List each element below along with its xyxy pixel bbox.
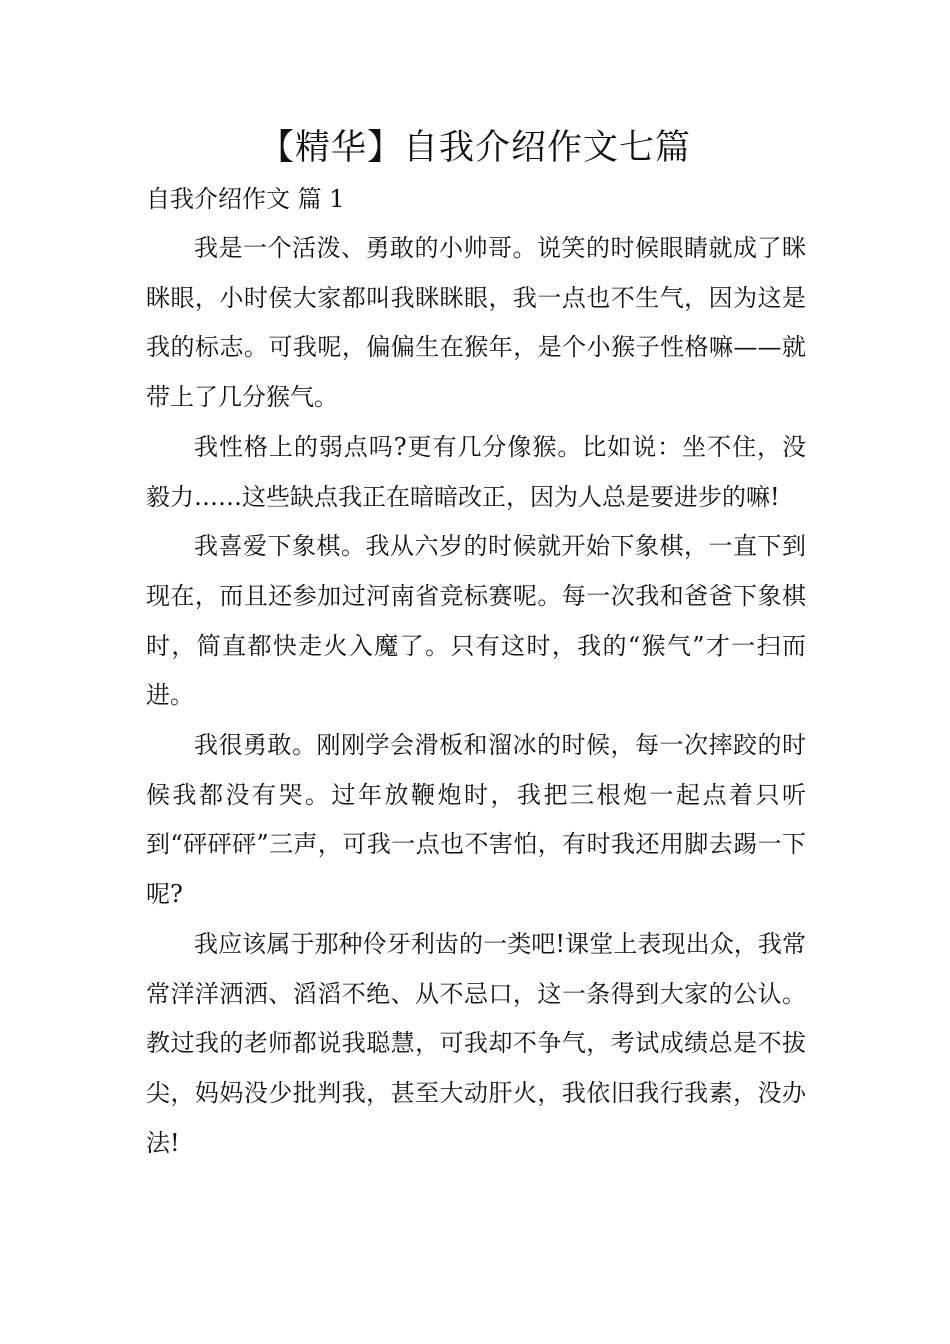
paragraph: 我应该属于那种伶牙利齿的一类吧!课堂上表现出众，我常常洋洋洒洒、滔滔不绝、从不忌口，这一条得到大家的公认。教过我的老师都说我聪慧，可我却不争气，考试成绩总是不拔尖，妈妈没少批判我，甚至大动肝火，我依旧我行我素，没办法! <box>146 929 806 1157</box>
paragraph: 我很勇敢。刚刚学会滑板和溜冰的时候，每一次摔跤的时候我都没有哭。过年放鞭炮时，我把三根炮一起点着只听到“砰砰砰”三声，可我一点也不害怕，有时我还用脚去踢一下呢? <box>146 731 806 909</box>
paragraph: 我是一个活泼、勇敢的小帅哥。说笑的时候眼睛就成了眯眯眼，小时侯大家都叫我眯眯眼，我一点也不生气，因为这是我的标志。可我呢，偏偏生在猴年，是个小猴子性格嘛——就带上了几分猴气。 <box>146 234 806 412</box>
paragraph: 我喜爱下象棋。我从六岁的时候就开始下象棋，一直下到现在，而且还参加过河南省竞标赛呢。每一次我和爸爸下象棋时，简直都快走火入魔了。只有这时，我的“猴气”才一扫而进。 <box>146 532 806 710</box>
section-heading: 自我介绍作文 篇 1 <box>146 185 345 213</box>
paragraph: 我性格上的弱点吗?更有几分像猴。比如说：坐不住，没毅力……这些缺点我正在暗暗改正，因为人总是要进步的嘛! <box>146 432 806 511</box>
essay-body <box>146 224 806 1168</box>
document-title: 【精华】自我介绍作文七篇 <box>258 128 691 168</box>
